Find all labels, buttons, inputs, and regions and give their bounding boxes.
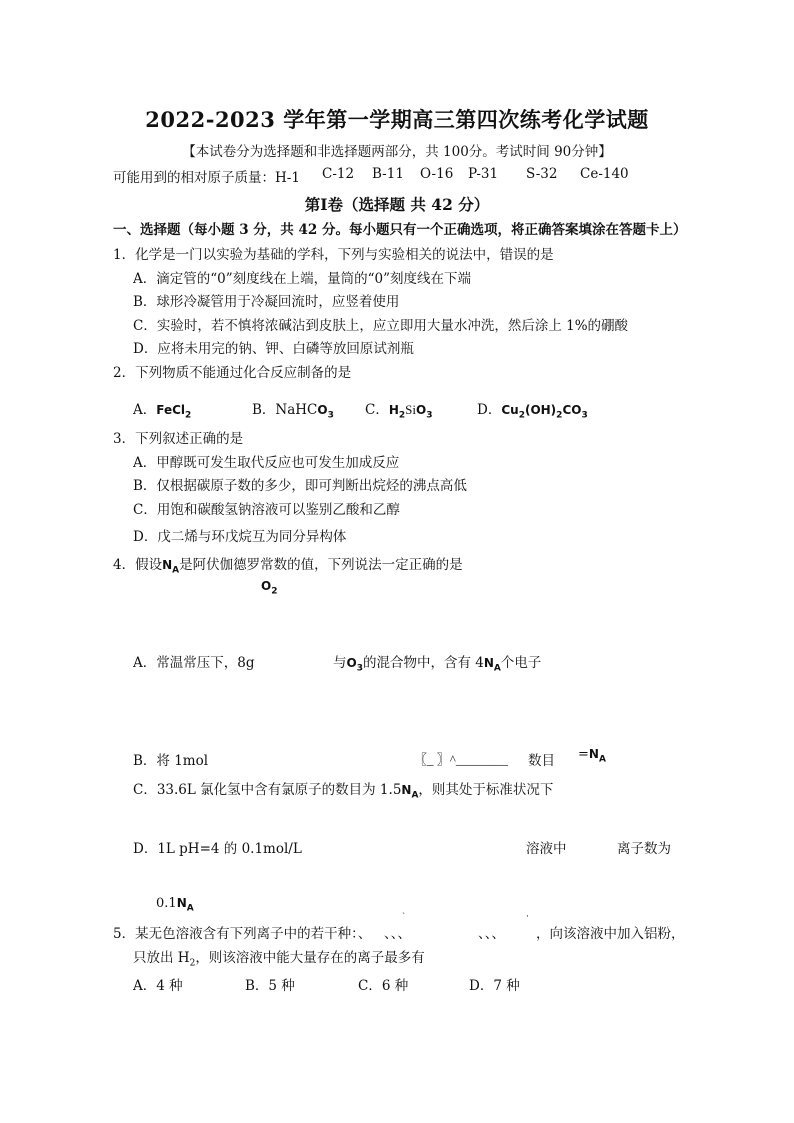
question-2-option-c bbox=[365, 398, 432, 420]
question-3-option-c: C．用饱和碳酸氢钠溶液可以鉴别乙酸和乙醇 bbox=[133, 502, 400, 518]
atomic-mass-ce: Ce-140 bbox=[580, 166, 629, 182]
option-label: D． bbox=[477, 402, 502, 418]
question-4-option-d-prefix: D．1L pH=4 的 0.1mol/L bbox=[133, 841, 302, 857]
question-5-stem-part2: 、、、 bbox=[384, 926, 411, 942]
question-4-option-d-value: $0.1N_A$ bbox=[156, 896, 194, 914]
question-4-option-b-prefix: B．将 1mol bbox=[133, 753, 209, 769]
atomic-mass-c: C-12 bbox=[322, 166, 355, 182]
question-3-option-d: D．戊二烯与环戊烷互为同分异构体 bbox=[133, 529, 347, 545]
formula-o3: $O_3$ bbox=[346, 656, 363, 674]
option-label: C． bbox=[365, 402, 389, 418]
question-5-stem-part4: ，向该溶液中加入铝粉， bbox=[536, 926, 685, 942]
question-1-option-b: B．球形冷凝管用于冷凝回流时，应竖着使用 bbox=[133, 294, 400, 310]
question-5-option-a: A．4 种 bbox=[133, 978, 183, 994]
atomic-mass-b: B-11 bbox=[372, 166, 404, 182]
option-label: A． bbox=[133, 402, 157, 418]
section-title: 第Ⅰ卷（选择题 共 42 分） bbox=[304, 195, 490, 214]
question-2-option-a bbox=[133, 398, 191, 420]
question-2-stem: 2．下列物质不能通过化合反应制备的是 bbox=[113, 365, 352, 381]
question-4-option-c: C．33.6L 氯化氢中含有氯原子的数目为 $1.5N_A$，则其处于标准状况下 bbox=[133, 782, 554, 801]
question-4-option-b-equals: $=N_A$ bbox=[578, 747, 606, 765]
question-1-option-c: C．实验时，若不慎将浓碱沾到皮肤上，应立即用大量水冲洗，然后涂上 1%的硼酸 bbox=[133, 318, 629, 334]
formula-h2sio3: $H_2SiO_3$ bbox=[388, 402, 433, 421]
formula-fecl2: FeCl$_2$ bbox=[156, 403, 192, 421]
question-2-option-b bbox=[252, 398, 334, 420]
question-1-option-d: D．应将未用完的钠、钾、白磷等放回原试剂瓶 bbox=[133, 341, 414, 357]
atomic-mass-s: S-32 bbox=[526, 166, 558, 182]
question-5-option-d: D．7 种 bbox=[469, 978, 520, 994]
question-4-option-b-fragment: 〖_ 〗^________ bbox=[414, 752, 508, 767]
atomic-mass-p: P-31 bbox=[468, 166, 499, 182]
ion-mark: · bbox=[526, 912, 529, 922]
question-3-option-b: B．仅根据碳原子数的多少，即可判断出烷烃的沸点高低 bbox=[133, 478, 467, 494]
symbol-na: $N_A$ bbox=[483, 656, 501, 674]
question-5-option-b: B．5 种 bbox=[245, 978, 295, 994]
formula-cu2oh2co3: $Cu_2(OH)_2CO_3$ bbox=[501, 403, 588, 421]
question-2-option-d bbox=[477, 398, 588, 420]
question-5-stem-line2: 只放出 $H_2$，则该溶液中能大量存在的离子最多有 bbox=[133, 950, 425, 969]
formula-o3: $O_3$ bbox=[317, 403, 334, 421]
question-4-option-b-count: 数目 bbox=[528, 753, 555, 769]
question-3-stem: 3．下列叙述正确的是 bbox=[113, 431, 244, 447]
symbol-na: $N_A$ bbox=[401, 783, 419, 801]
question-4-option-a: 与$O_3$的混合物中，含有 $4N_A$个电子 bbox=[333, 655, 542, 674]
question-1-option-a: A．滴定管的“0”刻度线在上端，量筒的“0”刻度线在下端 bbox=[133, 271, 472, 287]
atomic-mass-label: 可能用到的相对原子质量：H-1 bbox=[113, 170, 300, 186]
question-4-option-a-prefix: A．常温常压下，8g bbox=[133, 655, 255, 671]
symbol-na: $N_A$ bbox=[162, 558, 180, 576]
question-5-option-c: C．6 种 bbox=[358, 978, 409, 994]
atomic-mass-o: O-16 bbox=[420, 166, 454, 182]
option-label: B．NaHC bbox=[252, 402, 318, 418]
ion-mark: ˋ bbox=[402, 912, 406, 921]
question-5-stem-part1: 5．某无色溶液含有下列离子中的若干种：、 bbox=[113, 926, 372, 942]
symbol-na: $N_A$ bbox=[176, 896, 194, 914]
question-4-stem: 4．假设$N_A$是阿伏伽德罗常数的值，下列说法一定正确的是 bbox=[113, 557, 463, 576]
question-5-stem-part3: 、、、 bbox=[478, 926, 505, 942]
formula-o2: $O_2$ bbox=[261, 579, 278, 597]
symbol-na: $N_A$ bbox=[588, 747, 606, 765]
question-4-option-d-solution: 溶液中 bbox=[526, 841, 567, 857]
exam-title: 2022-2023 学年第一学期高三第四次练考化学试题 bbox=[145, 107, 649, 132]
question-1-stem: 1．化学是一门以实验为基础的学科，下列与实验相关的说法中，错误的是 bbox=[113, 247, 554, 263]
question-4-option-d-ion-count: 离子数为 bbox=[617, 841, 671, 857]
section-description: 一、选择题（每小题 3 分，共 42 分。每小题只有一个正确选项，将正确答案填涂在答题卡上） bbox=[113, 222, 687, 238]
question-3-option-a: A．甲醇既可发生取代反应也可发生加成反应 bbox=[133, 455, 400, 471]
exam-note: 【本试卷分为选择题和非选择题两部分，共 100分。考试时间 90分钟】 bbox=[182, 144, 612, 160]
